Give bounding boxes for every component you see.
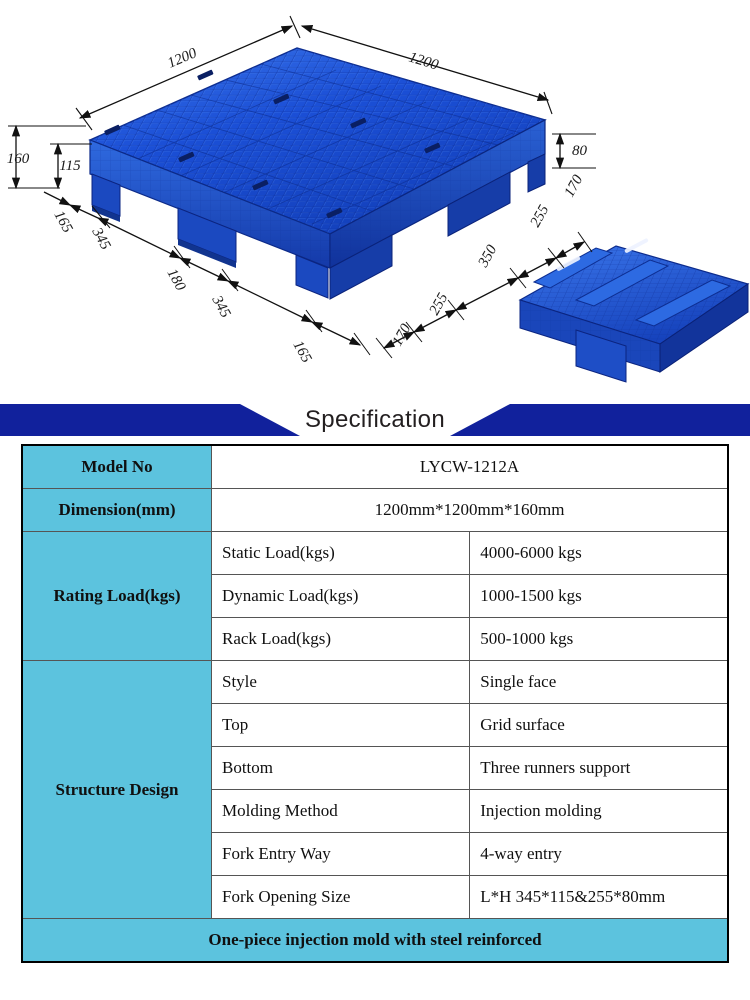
row-value-static-load: 4000-6000 kgs [470, 532, 728, 575]
table-row [22, 445, 728, 489]
row-value-rack-load: 500-1000 kgs [470, 618, 728, 661]
dim-top-left-1200: 1200 [165, 45, 200, 72]
row-sublabel-static-load: Static Load(kgs) [212, 532, 470, 575]
row-sublabel-fork-entry-way: Fork Entry Way [212, 833, 470, 876]
row-value-top: Grid surface [470, 704, 728, 747]
row-value-model-no: LYCW-1212A [212, 445, 729, 489]
row-sublabel-style: Style [212, 661, 470, 704]
dim-side-255-top: 255 [527, 202, 553, 230]
row-sublabel-dynamic-load: Dynamic Load(kgs) [212, 575, 470, 618]
table-row [22, 532, 728, 575]
row-value-dynamic-load: 1000-1500 kgs [470, 575, 728, 618]
row-sublabel-bottom: Bottom [212, 747, 470, 790]
dim-height-80: 80 [572, 143, 587, 159]
row-label-model-no: Model No [22, 445, 212, 489]
table-row [22, 661, 728, 704]
dim-side-255-bottom: 255 [426, 290, 452, 318]
specification-table-wrap [21, 444, 729, 963]
table-row [22, 489, 728, 532]
table-footer-note: One-piece injection mold with steel reinforced [22, 919, 728, 963]
row-sublabel-top: Top [212, 704, 470, 747]
dim-height-160: 160 [6, 151, 30, 167]
dim-top-right-1200: 1200 [406, 49, 441, 74]
row-label-structure-design: Structure Design [22, 661, 212, 919]
dim-front-345-right: 345 [208, 293, 234, 321]
technical-drawing-region [0, 0, 750, 395]
row-sublabel-molding-method: Molding Method [212, 790, 470, 833]
row-value-fork-opening-size: L*H 345*115&255*80mm [470, 876, 728, 919]
row-value-bottom: Three runners support [470, 747, 728, 790]
dim-side-170-bottom: 170 [389, 321, 415, 349]
dim-front-165-left: 165 [50, 208, 76, 236]
row-sublabel-fork-opening-size: Fork Opening Size [212, 876, 470, 919]
row-value-molding-method: Injection molding [470, 790, 728, 833]
page-title: Specification [305, 406, 445, 433]
dim-front-165-right: 165 [289, 338, 315, 366]
dim-front-345-left: 345 [88, 225, 114, 253]
row-sublabel-rack-load: Rack Load(kgs) [212, 618, 470, 661]
dim-front-180: 180 [163, 266, 189, 294]
dim-height-115: 115 [59, 158, 81, 174]
dim-side-350: 350 [475, 242, 501, 270]
table-row [22, 919, 728, 963]
row-value-dimension: 1200mm*1200mm*160mm [212, 489, 729, 532]
row-value-fork-entry-way: 4-way entry [470, 833, 728, 876]
row-label-dimension: Dimension(mm) [22, 489, 212, 532]
row-value-style: Single face [470, 661, 728, 704]
row-label-rating-load: Rating Load(kgs) [22, 532, 212, 661]
pallet-drawing-svg [0, 0, 750, 395]
dim-side-170-top: 170 [561, 172, 587, 200]
specification-table [21, 444, 729, 963]
